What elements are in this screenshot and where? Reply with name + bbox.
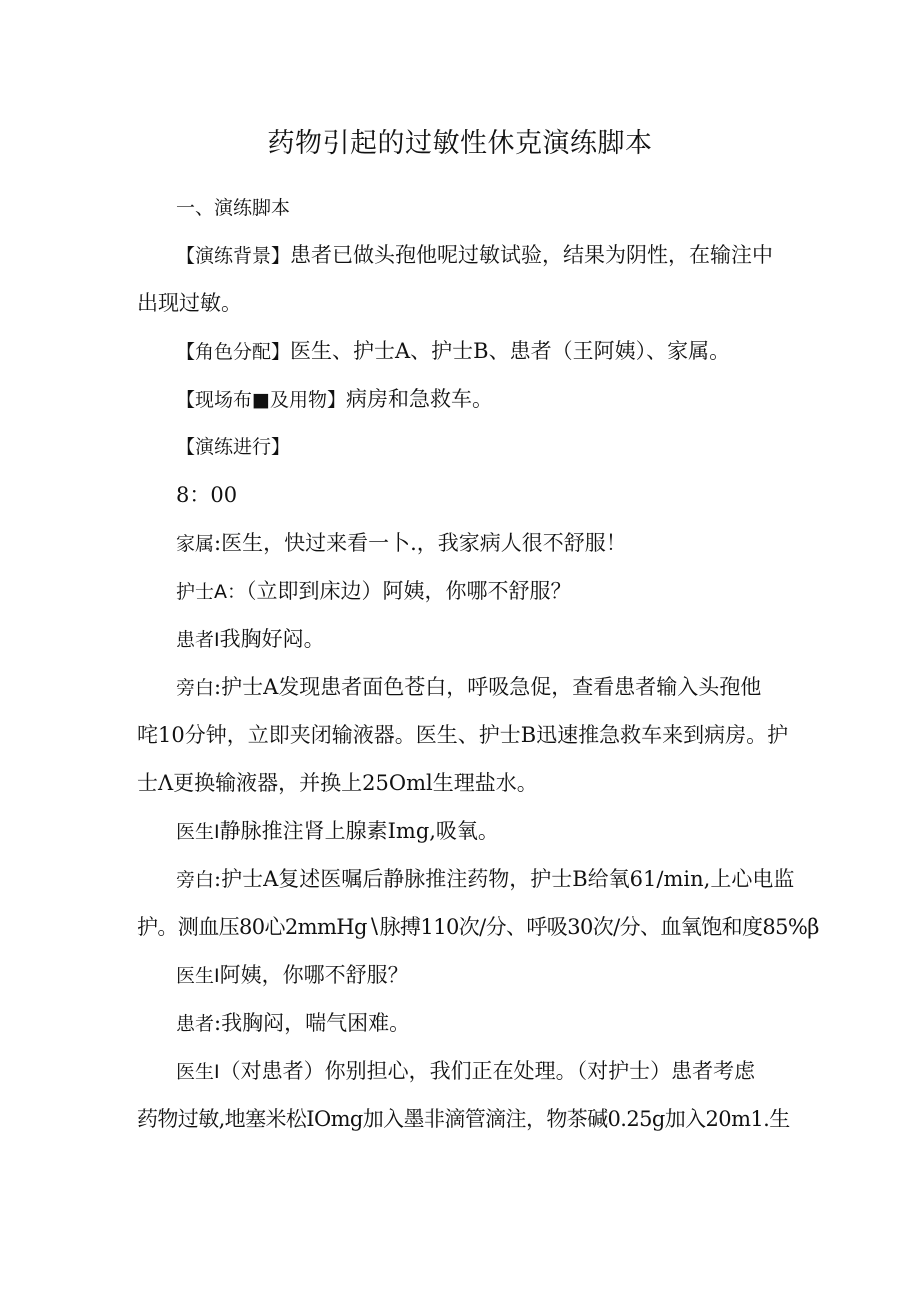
background-label: 【演练背景】 [176, 245, 291, 267]
background-text: 患者已做头孢他呢过敏试验，结果为阴性，在输注中 [290, 243, 774, 267]
dialogue-line [176, 1056, 755, 1087]
dialogue-line [176, 672, 761, 703]
dialogue-text-cont: 咤10分钟，立即夹闭输液器。医生、护士B迅速推急救车来到病房。护 [137, 723, 789, 747]
background-paragraph-cont: 出现过敏。 [137, 291, 242, 315]
dialogue-line [176, 528, 627, 559]
progress-label: 【演练进行】 [176, 436, 291, 458]
page-title: 药物引起的过敏性休克演练脚本 [267, 128, 653, 159]
dialogue-text: :护士A复述医嘱后静脉推注药物，护士B给氧61∕min,上心电监 [214, 867, 795, 891]
speaker-label: 护士A： [176, 581, 246, 603]
roles-label: 【角色分配】 [176, 341, 291, 363]
dialogue-text-cont: 护。测血压80心2mmHg∖脉搏110次/分、呼吸30次/分、血氧饱和度85%β [137, 915, 819, 939]
speaker-label: 家属 [176, 533, 215, 555]
scene-paragraph [176, 384, 493, 415]
dialogue-line [176, 864, 794, 895]
dialogue-text: （立即到床边）阿姨，你哪不舒服？ [246, 579, 572, 603]
dialogue-text: 我胸好闷。 [219, 627, 325, 651]
dialogue-text: :我胸闷，喘气困难。 [214, 1011, 411, 1035]
dialogue-line [176, 816, 499, 847]
dialogue-text: 静脉推注肾上腺素Img,吸氧。 [219, 819, 499, 843]
roles-paragraph [176, 336, 730, 367]
speaker-label: 患者I [176, 629, 220, 651]
dialogue-line [176, 1008, 410, 1039]
speaker-label: 医生I [176, 1061, 220, 1083]
time-stamp: 8：00 [176, 483, 238, 507]
section-heading: 一、演练脚本 [176, 197, 291, 219]
roles-text: 医生、护士A、护士B、患者（王阿姨）、家属。 [290, 339, 731, 363]
scene-label: 【现场布■及用物】 [176, 389, 346, 411]
dialogue-text-cont: 药物过敏,地塞米松IOmg加入墨非滴管滴注，物茶碱0.25g加入20m1.生 [137, 1107, 790, 1131]
dialogue-text: 阿姨，你哪不舒服？ [219, 963, 409, 987]
dialogue-line [176, 624, 325, 655]
speaker-label: 患者 [176, 1013, 215, 1035]
dialogue-text-cont: 士Λ更换输液器，并换上25Oml生理盐水。 [137, 771, 538, 795]
dialogue-line [176, 576, 572, 607]
speaker-label: 医生I [176, 821, 220, 843]
dialogue-line [176, 960, 409, 991]
background-paragraph [176, 240, 773, 271]
dialogue-text: （对患者）你别担心，我们正在处理。（对护士）患者考虑 [219, 1059, 756, 1083]
speaker-label: 医生I [176, 965, 220, 987]
dialogue-text: :医生，快过来看一卜.，我家病人很不舒服！ [214, 531, 627, 555]
speaker-label: 旁白 [176, 869, 215, 891]
speaker-label: 旁白 [176, 677, 215, 699]
dialogue-text: :护士A发现患者面色苍白，呼吸急促，查看患者输入头孢他 [214, 675, 762, 699]
scene-text: 病房和急救车。 [345, 387, 493, 411]
